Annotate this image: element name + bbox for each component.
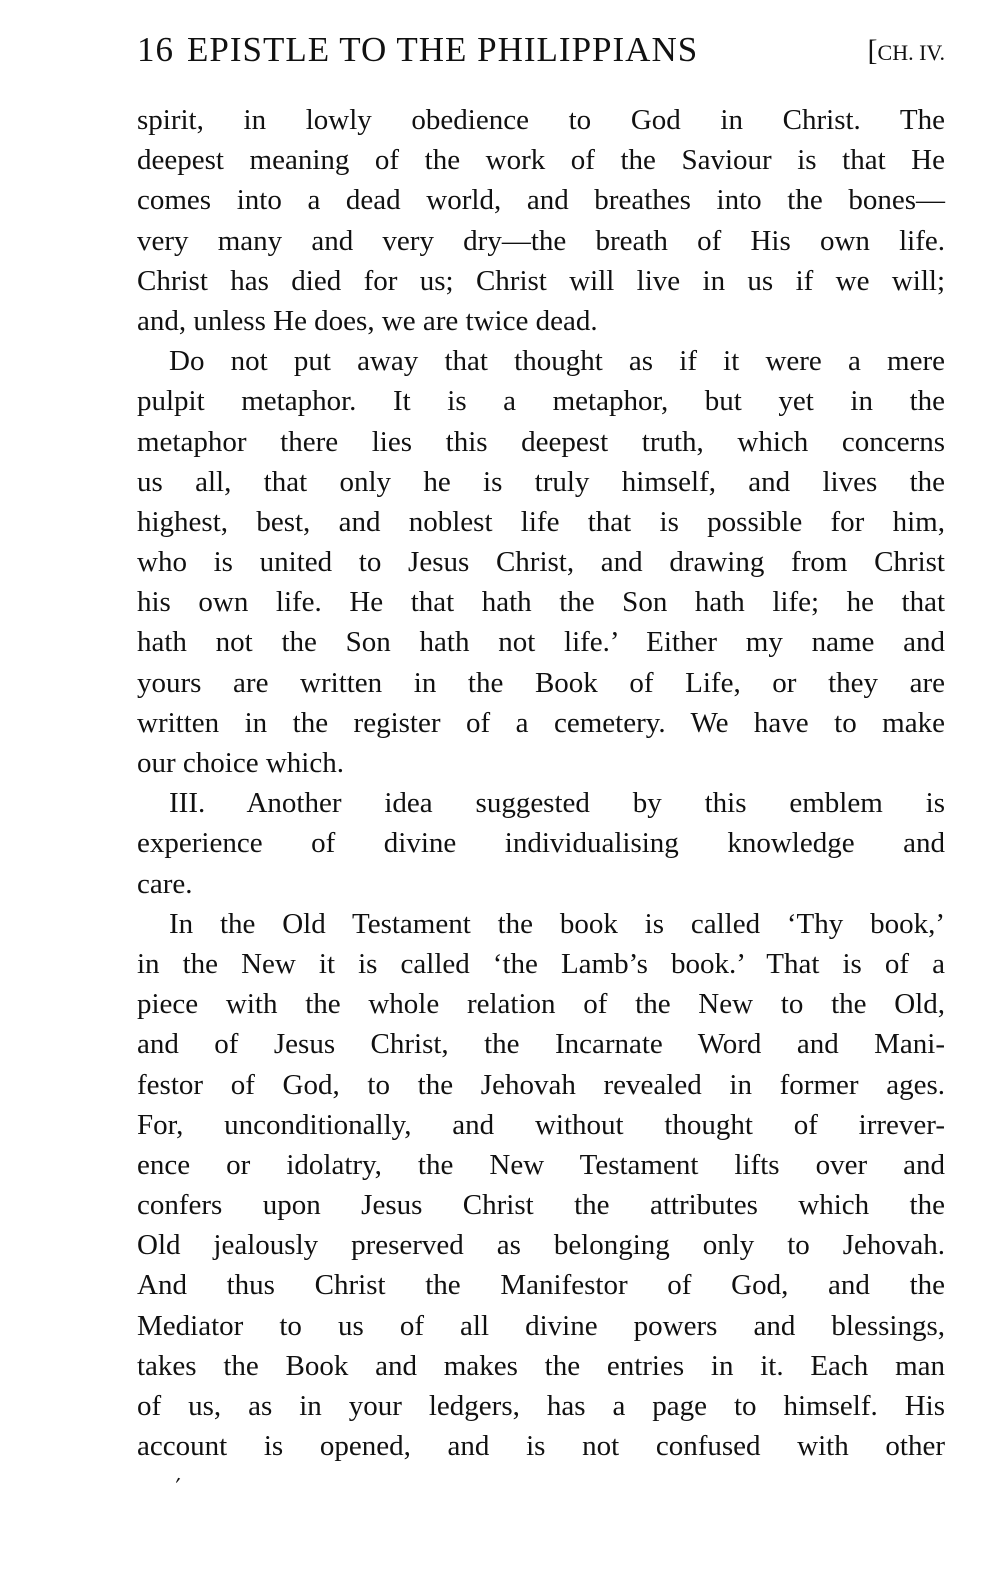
- text-line: of us, as in your ledgers, has a page to himself. His: [137, 1390, 945, 1422]
- text-line: Mediator to us of all divine powers and blessings,: [137, 1309, 945, 1342]
- text-line: Do not put away that thought as if it were a mere: [169, 345, 945, 378]
- text-line: For, unconditionally, and without thought of irrever-: [137, 1108, 945, 1141]
- text-line: And thus Christ the Manifestor of God, and the: [137, 1269, 945, 1302]
- chapter-label: CH. IV.: [877, 40, 945, 65]
- text-line: piece with the whole relation of the New to the Old,: [137, 988, 945, 1021]
- text-line: very many and very dry—the breath of His own life.: [137, 224, 945, 257]
- text-line: festor of God, to the Jehovah revealed in former ages.: [137, 1068, 945, 1101]
- book-title: EPISTLE TO THE PHILIPPIANS: [187, 30, 699, 69]
- text-line: confers upon Jesus Christ the attributes which the: [137, 1189, 945, 1222]
- text-line: hath not the Son hath not life.’ Either my name and: [137, 626, 945, 659]
- text-line: who is united to Jesus Christ, and drawing from Christ: [137, 546, 945, 579]
- text-line: and of Jesus Christ, the Incarnate Word and Mani-: [137, 1028, 945, 1061]
- text-line: highest, best, and noblest life that is possible for him,: [137, 505, 945, 538]
- paragraph: [137, 100, 945, 341]
- text-line: metaphor there lies this deepest truth, which concerns: [137, 425, 945, 458]
- text-line: account is opened, and is not confused with other: [137, 1430, 945, 1463]
- text-line: spirit, in lowly obedience to God in Christ. The: [137, 104, 945, 136]
- text-line: pulpit metaphor. It is a metaphor, but yet in the: [137, 385, 945, 418]
- text-line: care.: [137, 867, 193, 900]
- text-line: and, unless He does, we are twice dead.: [137, 304, 598, 337]
- body-text: [137, 100, 945, 1466]
- text-line: In the Old Testament the book is called ‘Thy book,’: [169, 907, 945, 940]
- text-line: deepest meaning of the work of the Saviour is that He: [137, 144, 945, 177]
- paragraph: [137, 341, 945, 783]
- text-line: takes the Book and makes the entries in it. Each man: [137, 1349, 945, 1382]
- text-line: Christ has died for us; Christ will live in us if we will;: [137, 264, 945, 297]
- text-line: us all, that only he is truly himself, and lives the: [137, 465, 945, 498]
- stray-print-mark: ′: [170, 1471, 184, 1498]
- text-line: written in the register of a cemetery. We have to make: [137, 706, 945, 739]
- text-line: ence or idolatry, the New Testament lifts over and: [137, 1148, 945, 1181]
- text-line: comes into a dead world, and breathes into the bones—: [137, 184, 945, 217]
- text-line: experience of divine individualising knowledge and: [137, 827, 945, 860]
- text-line: our choice which.: [137, 747, 344, 779]
- page-number: 16: [137, 30, 174, 69]
- text-line: Old jealously preserved as belonging only to Jehovah.: [137, 1229, 945, 1262]
- running-head: [137, 30, 945, 80]
- text-line: III. Another idea suggested by this emblem is: [169, 787, 945, 820]
- paragraph: [137, 783, 945, 904]
- paragraph: [137, 904, 945, 1467]
- chapter-reference: [868, 34, 945, 68]
- text-line: yours are written in the Book of Life, or they are: [137, 666, 945, 699]
- text-line: his own life. He that hath the Son hath life; he that: [137, 586, 945, 619]
- chapter-bracket: [: [867, 34, 878, 67]
- text-line: in the New it is called ‘the Lamb’s book.’ That is of a: [137, 947, 945, 980]
